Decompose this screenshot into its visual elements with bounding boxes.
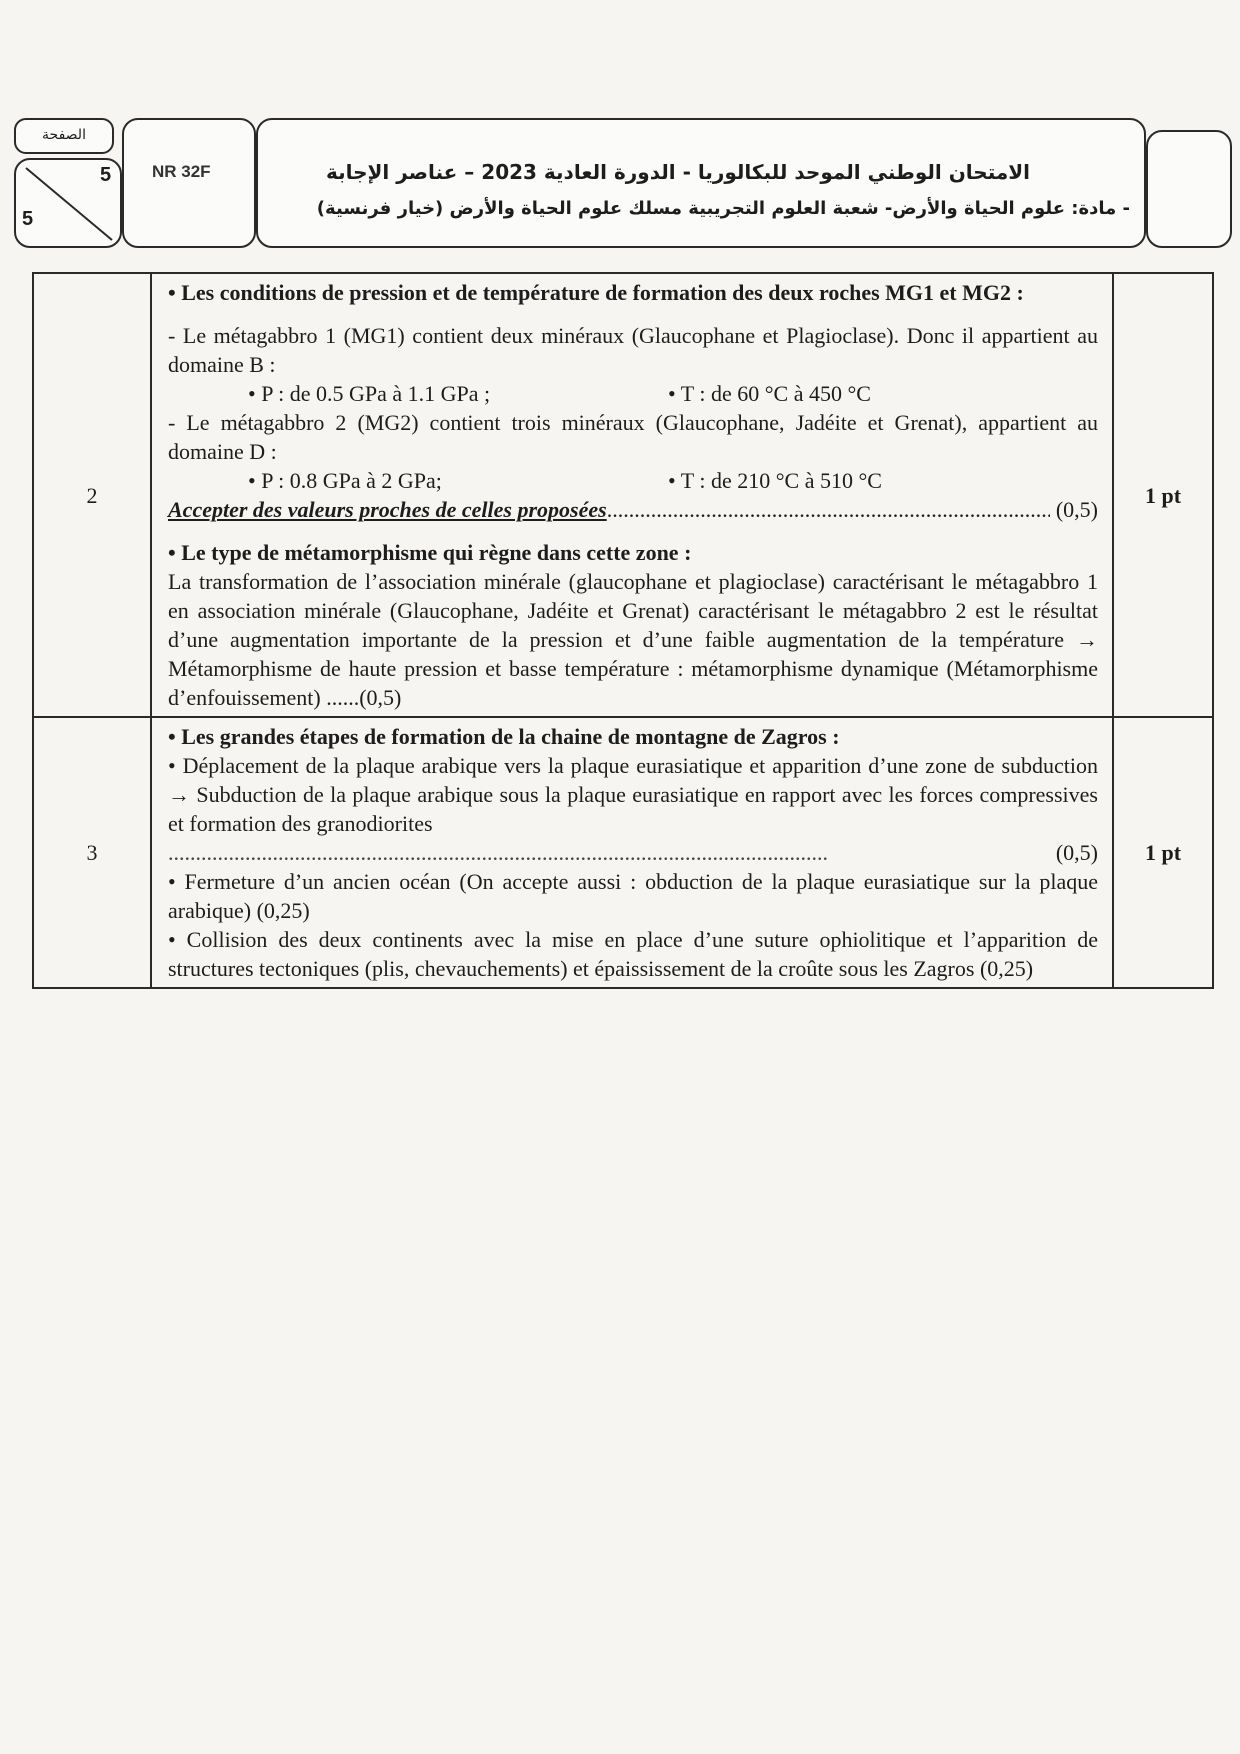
exam-code: NR 32F (152, 162, 211, 181)
answer-content (151, 717, 1113, 988)
page-label: الصفحة (14, 118, 114, 154)
temperature-value: • T : de 210 °C à 510 °C (668, 468, 882, 493)
page-total: 5 (22, 208, 34, 230)
grading-note (168, 495, 1098, 524)
section-title: • Les conditions de pression et de température de formation des deux roches MG1 et MG2 : (168, 280, 1024, 305)
answers-table (32, 272, 1214, 989)
pressure-value: • P : 0.8 GPa à 2 GPa; (248, 468, 442, 493)
score: (0,25) (256, 898, 310, 923)
item-text: • Collision des deux continents avec la mise en place d’une suture ophiolitique et l’apparition de structures tectoniques (plis, chevauchements) et épaississement de la croûte sous les Zagros (168, 927, 1098, 981)
item-text: • Déplacement de la plaque arabique vers la plaque eurasiatique et apparition d’une zone de subduction → Subduction de la plaque arabique sous la plaque eurasiatique en rapport avec les forces compressives et formation des granodiorites (168, 753, 1098, 836)
list-item (168, 867, 1098, 925)
table-row (33, 717, 1213, 988)
values-row (168, 466, 1098, 495)
score: (0,25) (979, 956, 1034, 981)
pressure-value: • P : de 0.5 GPa à 1.1 GPa ; (248, 381, 491, 406)
paragraph: - Le métagabbro 1 (MG1) contient deux minéraux (Glaucophane et Plagioclase). Donc il appartient au domaine B : (168, 323, 1098, 377)
answer-content (151, 273, 1113, 717)
score: (0,5) (1055, 840, 1098, 865)
side-box (1146, 130, 1232, 248)
score: (0,5) (359, 685, 402, 710)
paragraph-text: La transformation de l’association minérale (glaucophane et plagioclase) caractérisant le métagabbro 1 en association minérale (Glaucophane, Jadéite et Grenat) caractérisant le métagabbro 2 est le résultat d’une augmentation importante de la pression et d’une faible augmentation de la température → Métamorphisme de haute pression et basse température : métamorphisme dynamique (Métamorphisme d’enfouissement) ...... (168, 569, 1098, 710)
exam-subject: - مادة: علوم الحياة والأرض- شعبة العلوم التجريبية مسلك علوم الحياة والأرض (خيار فرنسية) (316, 198, 1130, 219)
page-current: 5 (100, 164, 112, 186)
exam-title: الامتحان الوطني الموحد للبكالوريا - الدورة العادية 2023 – عناصر الإجابة (325, 160, 1030, 184)
section-title: • Les grandes étapes de formation de la chaine de montagne de Zagros : (168, 724, 840, 749)
paragraph (168, 567, 1098, 712)
score: (0,5) (1055, 497, 1098, 522)
paragraph: - Le métagabbro 2 (MG2) contient trois minéraux (Glaucophane, Jadéite et Grenat), appartient au domaine D : (168, 410, 1098, 464)
section-title: • Le type de métamorphisme qui règne dans cette zone : (168, 540, 692, 565)
leader-dots: ........................................................................................................................ (168, 840, 828, 865)
values-row (168, 379, 1098, 408)
temperature-value: • T : de 60 °C à 450 °C (668, 381, 871, 406)
item-score-row (168, 838, 1098, 867)
list-item (168, 925, 1098, 983)
list-item (168, 751, 1098, 838)
question-number: 3 (33, 717, 151, 988)
item-text: • Fermeture d’un ancien océan (On accepte aussi : obduction de la plaque eurasiatique sur la plaque arabique) (168, 869, 1098, 923)
points: 1 pt (1113, 717, 1213, 988)
page-number-box (14, 158, 122, 248)
question-number: 2 (33, 273, 151, 717)
note-text: Accepter des valeurs proches de celles proposées (168, 497, 607, 522)
leader-dots (607, 495, 1050, 524)
points: 1 pt (1113, 273, 1213, 717)
table-row (33, 273, 1213, 717)
